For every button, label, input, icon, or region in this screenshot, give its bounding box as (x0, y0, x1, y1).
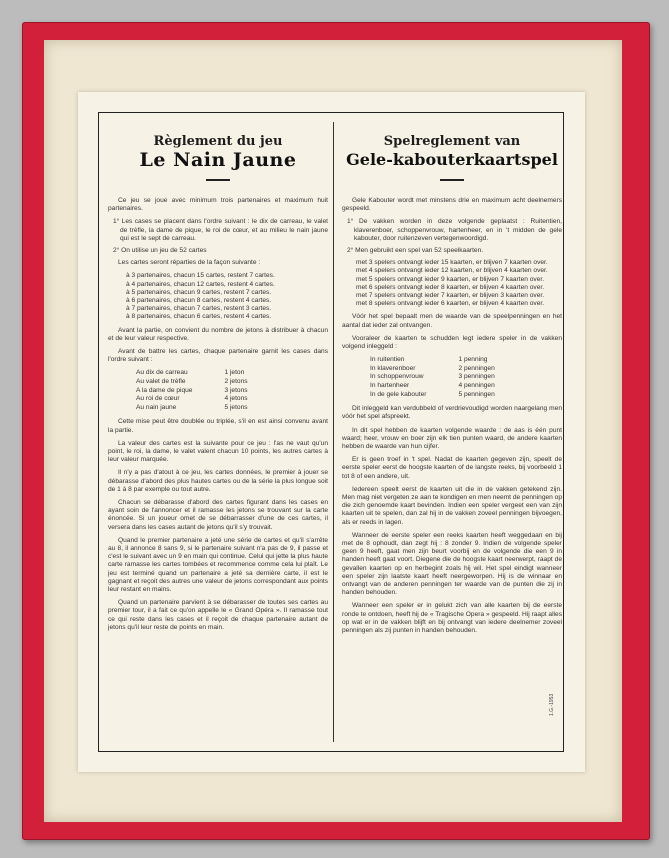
stake-value: 1 penning (458, 356, 488, 364)
stake-case: Au dix de carreau (136, 369, 188, 377)
table-row (136, 404, 248, 413)
list-item: met 6 spelers ontvangt ieder 8 kaarten, er blijven 4 kaarten over. (356, 283, 545, 291)
dutch-title-line2: Gele-kabouterkaartspel (346, 150, 558, 169)
french-rules-column (108, 124, 328, 744)
dutch-rules-column (342, 124, 562, 744)
column-divider (333, 122, 334, 742)
french-stakes-table (136, 369, 248, 412)
dutch-title-line1: Spelreglement van (383, 134, 521, 149)
stake-value: 4 jetons (224, 395, 248, 403)
stake-case: A la dame de pique (136, 386, 193, 394)
table-row (136, 387, 248, 396)
stake-case: In hartenheer (370, 382, 410, 390)
table-row (370, 356, 495, 365)
stake-case: Au nain jaune (136, 403, 177, 411)
stake-value: 4 penningen (458, 382, 495, 390)
table-row (370, 365, 495, 374)
stake-value: 2 penningen (458, 364, 495, 372)
table-row (370, 391, 495, 400)
stake-value: 1 jeton (224, 369, 245, 377)
dutch-intro: Gele Kabouter wordt met minstens drie en maximum acht deelnemers gespeeld. (342, 197, 562, 213)
title-underline (206, 179, 230, 181)
french-paragraph: Cette mise peut être doublée ou triplée, s'il en est ainsi convenu avant la partie. (108, 418, 328, 434)
french-intro: Ce jeu se joue avec minimum trois partenaires et maximum huit partenaires. (108, 197, 328, 213)
dutch-rule-2: 2° Men gebruikt een spel van 52 speelkaarten. (347, 247, 484, 255)
list-item: met 4 spelers ontvangt ieder 12 kaarten, er blijven 4 kaarten over. (356, 267, 548, 275)
french-rule-2: 2° On utilise un jeu de 52 cartes (113, 247, 207, 255)
stake-value: 2 jetons (224, 378, 248, 386)
table-row (136, 378, 248, 387)
dutch-paragraph: Wanneer de eerste speler een reeks kaarten heeft weggedaan en bij met de 8 ophoudt, dan zegt hij : 8 zonder 9. Indien de volgende speler geen 9 heeft, gaat men zijn beurt voorbij en de volgende die een 9 in handen heeft gaat voort. Diegene die de hoogste kaart neerwerpt, raapt de gevallen kaarten op en herbegint zoals hij wil. Het spel eindigt wanneer een speler zijn laatste kaart heeft neergeworpen. Hij is de winnaar en ontvangt van de anderen penningen ter waarde van de punten die zij in handen behouden. (342, 531, 562, 597)
dutch-paragraph: Er is geen troef in 't spel. Nadat de kaarten gegeven zijn, speelt de eerste speler eerst de hoogste kaarten of de langste reeks, bij voorbeeld 1 tot 8 of een andere, uit. (342, 456, 562, 480)
list-item: met 5 spelers ontvangt ieder 9 kaarten, er blijven 7 kaarten over. (356, 275, 545, 283)
french-distribution-list (108, 272, 328, 321)
table-row (136, 369, 248, 378)
french-paragraph: Il n'y a pas d'atout à ce jeu, les cartes données, le premier à jouer se débarasse d'abord des plus hautes cartes ou de la série la plus longue soit de 1 à 8 par exemple ou tout autre. (108, 469, 328, 493)
french-paragraph: Quand le premier partenaire a jeté une série de cartes et qu'il s'arrête au 8, il annonce 8 sans 9, si le partenaire suivant n'a pas de 9, il passe et c'est le suivant avec un 9 en main qui continue. Celui qui jette la plus haute carte ramasse les cartes tombées et recommence comme cela lui plaît. Le jeu est terminé quand un partenaire a jeté sa dernière carte, il est le gagnant et reçoit des autres une valeur de jetons correspondant aux points leur restant en mains. (108, 536, 328, 594)
table-row (370, 373, 495, 382)
french-paragraph: Avant de battre les cartes, chaque partenaire garnit les cases dans l'ordre suivant : (108, 348, 328, 364)
stake-value: 3 jetons (224, 386, 248, 394)
stake-case: Au valet de trèfle (136, 378, 186, 386)
stake-case: In schoppenvrouw (370, 373, 424, 381)
title-underline (440, 179, 464, 181)
stake-case: Au roi de cœur (136, 395, 180, 403)
list-item: met 8 spelers ontvangt ieder 6 kaarten, er blijven 4 kaarten over. (356, 300, 545, 308)
list-item: à 8 partenaires, chacun 6 cartes, restent 4 cartes. (126, 313, 272, 321)
french-title-line2: Le Nain Jaune (139, 149, 297, 171)
dutch-paragraph: Vóór het spel bepaalt men de waarde van de speelpenningen en het aantal dat ieder zal ontvangen. (342, 313, 562, 329)
list-item: met 7 spelers ontvangt ieder 7 kaarten, er blijven 3 kaarten over. (356, 292, 545, 300)
french-paragraph: Chacun se débarasse d'abord des cartes figurant dans les cases en ayant soin de l'annoncer et il ramasse les jetons se trouvant sur la carte énoncée. Si un joueur omet de se débarrasser d'une de ces cartes, il versera dans les cases autant de jetons qu'il s'y trouvait. (108, 499, 328, 531)
stake-case: In de gele kabouter (370, 390, 427, 398)
french-paragraph: La valeur des cartes est la suivante pour ce jeu : l'as ne vaut qu'un point, le roi, la dame, le valet valent chacun 10 points, les autres cartes à leur valeur marquée. (108, 439, 328, 464)
list-item: à 6 partenaires, chacun 8 cartes, restent 4 cartes. (126, 297, 272, 305)
stake-value: 5 penningen (458, 390, 495, 398)
stake-case: In klaverenboer (370, 364, 416, 372)
stake-value: 5 jetons (224, 403, 248, 411)
table-row (136, 395, 248, 404)
dutch-paragraph: Iedereen speelt eerst de kaarten uit die in de vakken getekend zijn. Men mag niet vergeten ze aan te kondigen en men neemt de penningen op die zich genoemde kaart bevinden. Indien een speler vergeet een van zijn kaarten uit te spelen, dan zal hij in de vakken zoveel penningen bijvoegen, als er reeds in lagen. (342, 485, 562, 526)
dutch-paragraph: In dit spel hebben de kaarten volgende waarde : de aas is één punt waard; heer, vrouw en boer zijn elk tien punten waard, de andere kaarten hebben de waarde van hun cijfer. (342, 426, 562, 451)
table-row (370, 382, 495, 391)
dutch-paragraph: Wanneer een speler er in gelukt zich van alle kaarten bij de eerste ronde te ontdoen, heeft hij de « Tragische Opera » gespeeld. Hij raapt alles op wat er in de vakken blijft en bij ontvangt van iedere deelnemer zoveel penningen als zij punten in handen behouden. (342, 602, 562, 635)
stake-case: In ruitentien (370, 356, 405, 364)
list-item: à 4 partenaires, chacun 12 cartes, restent 4 cartes. (126, 280, 275, 288)
french-title-line1: Règlement du jeu (153, 134, 283, 149)
stake-value: 3 penningen (458, 373, 495, 381)
french-distribution-intro: Les cartes seront réparties de la façon suivante : (118, 259, 261, 267)
dutch-paragraph: Vooraleer de kaarten te schudden legt iedere speler in de vakken volgend inleggeld : (342, 334, 562, 351)
list-item: à 7 partenaires, chacun 7 cartes, restent 3 cartes. (126, 305, 272, 313)
dutch-distribution-list (342, 259, 562, 308)
french-rule-1: 1° Les cases se placent dans l'ordre suivant : le dix de carreau, le valet de trèfle, la dame de pique, le roi de cœur, et au milieu le nain jaune qui est le sept de carreau. (113, 218, 328, 242)
dutch-rule-1: 1° De vakken worden in deze volgende geplaatst : Ruitentien, klaverenboer, schoppenvrouw, hartenheer, en in 't midden de gele kabouter, door ruitenzeven vertegenwoordigd. (347, 218, 562, 242)
print-code: 1.G.-1953 (549, 693, 555, 716)
dutch-stakes-table (370, 356, 495, 399)
list-item: à 3 partenaires, chacun 15 cartes, restent 7 cartes. (126, 272, 275, 280)
list-item: à 5 partenaires, chacun 9 cartes, restent 7 cartes. (126, 288, 272, 296)
french-paragraph: Avant la partie, on convient du nombre de jetons à distribuer à chacun et de leur valeur respective. (108, 326, 328, 342)
list-item: met 3 spelers ontvangt ieder 15 kaarten, er blijven 7 kaarten over. (356, 259, 548, 267)
french-paragraph: Quand un partenaire parvient à se débarasser de toutes ses cartes au premier tour, il a fait ce qu'on appelle le « Grand Opéra ». Il ramasse tout ce qui reste dans les cases et il reçoit de chaque partenaire autant de jetons qu'il leur reste de points en main. (108, 599, 328, 631)
dutch-paragraph: Dit inleggeld kan verdubbeld of verdrievoudigd worden naargelang men vóór het spel afspreekt. (342, 405, 562, 421)
